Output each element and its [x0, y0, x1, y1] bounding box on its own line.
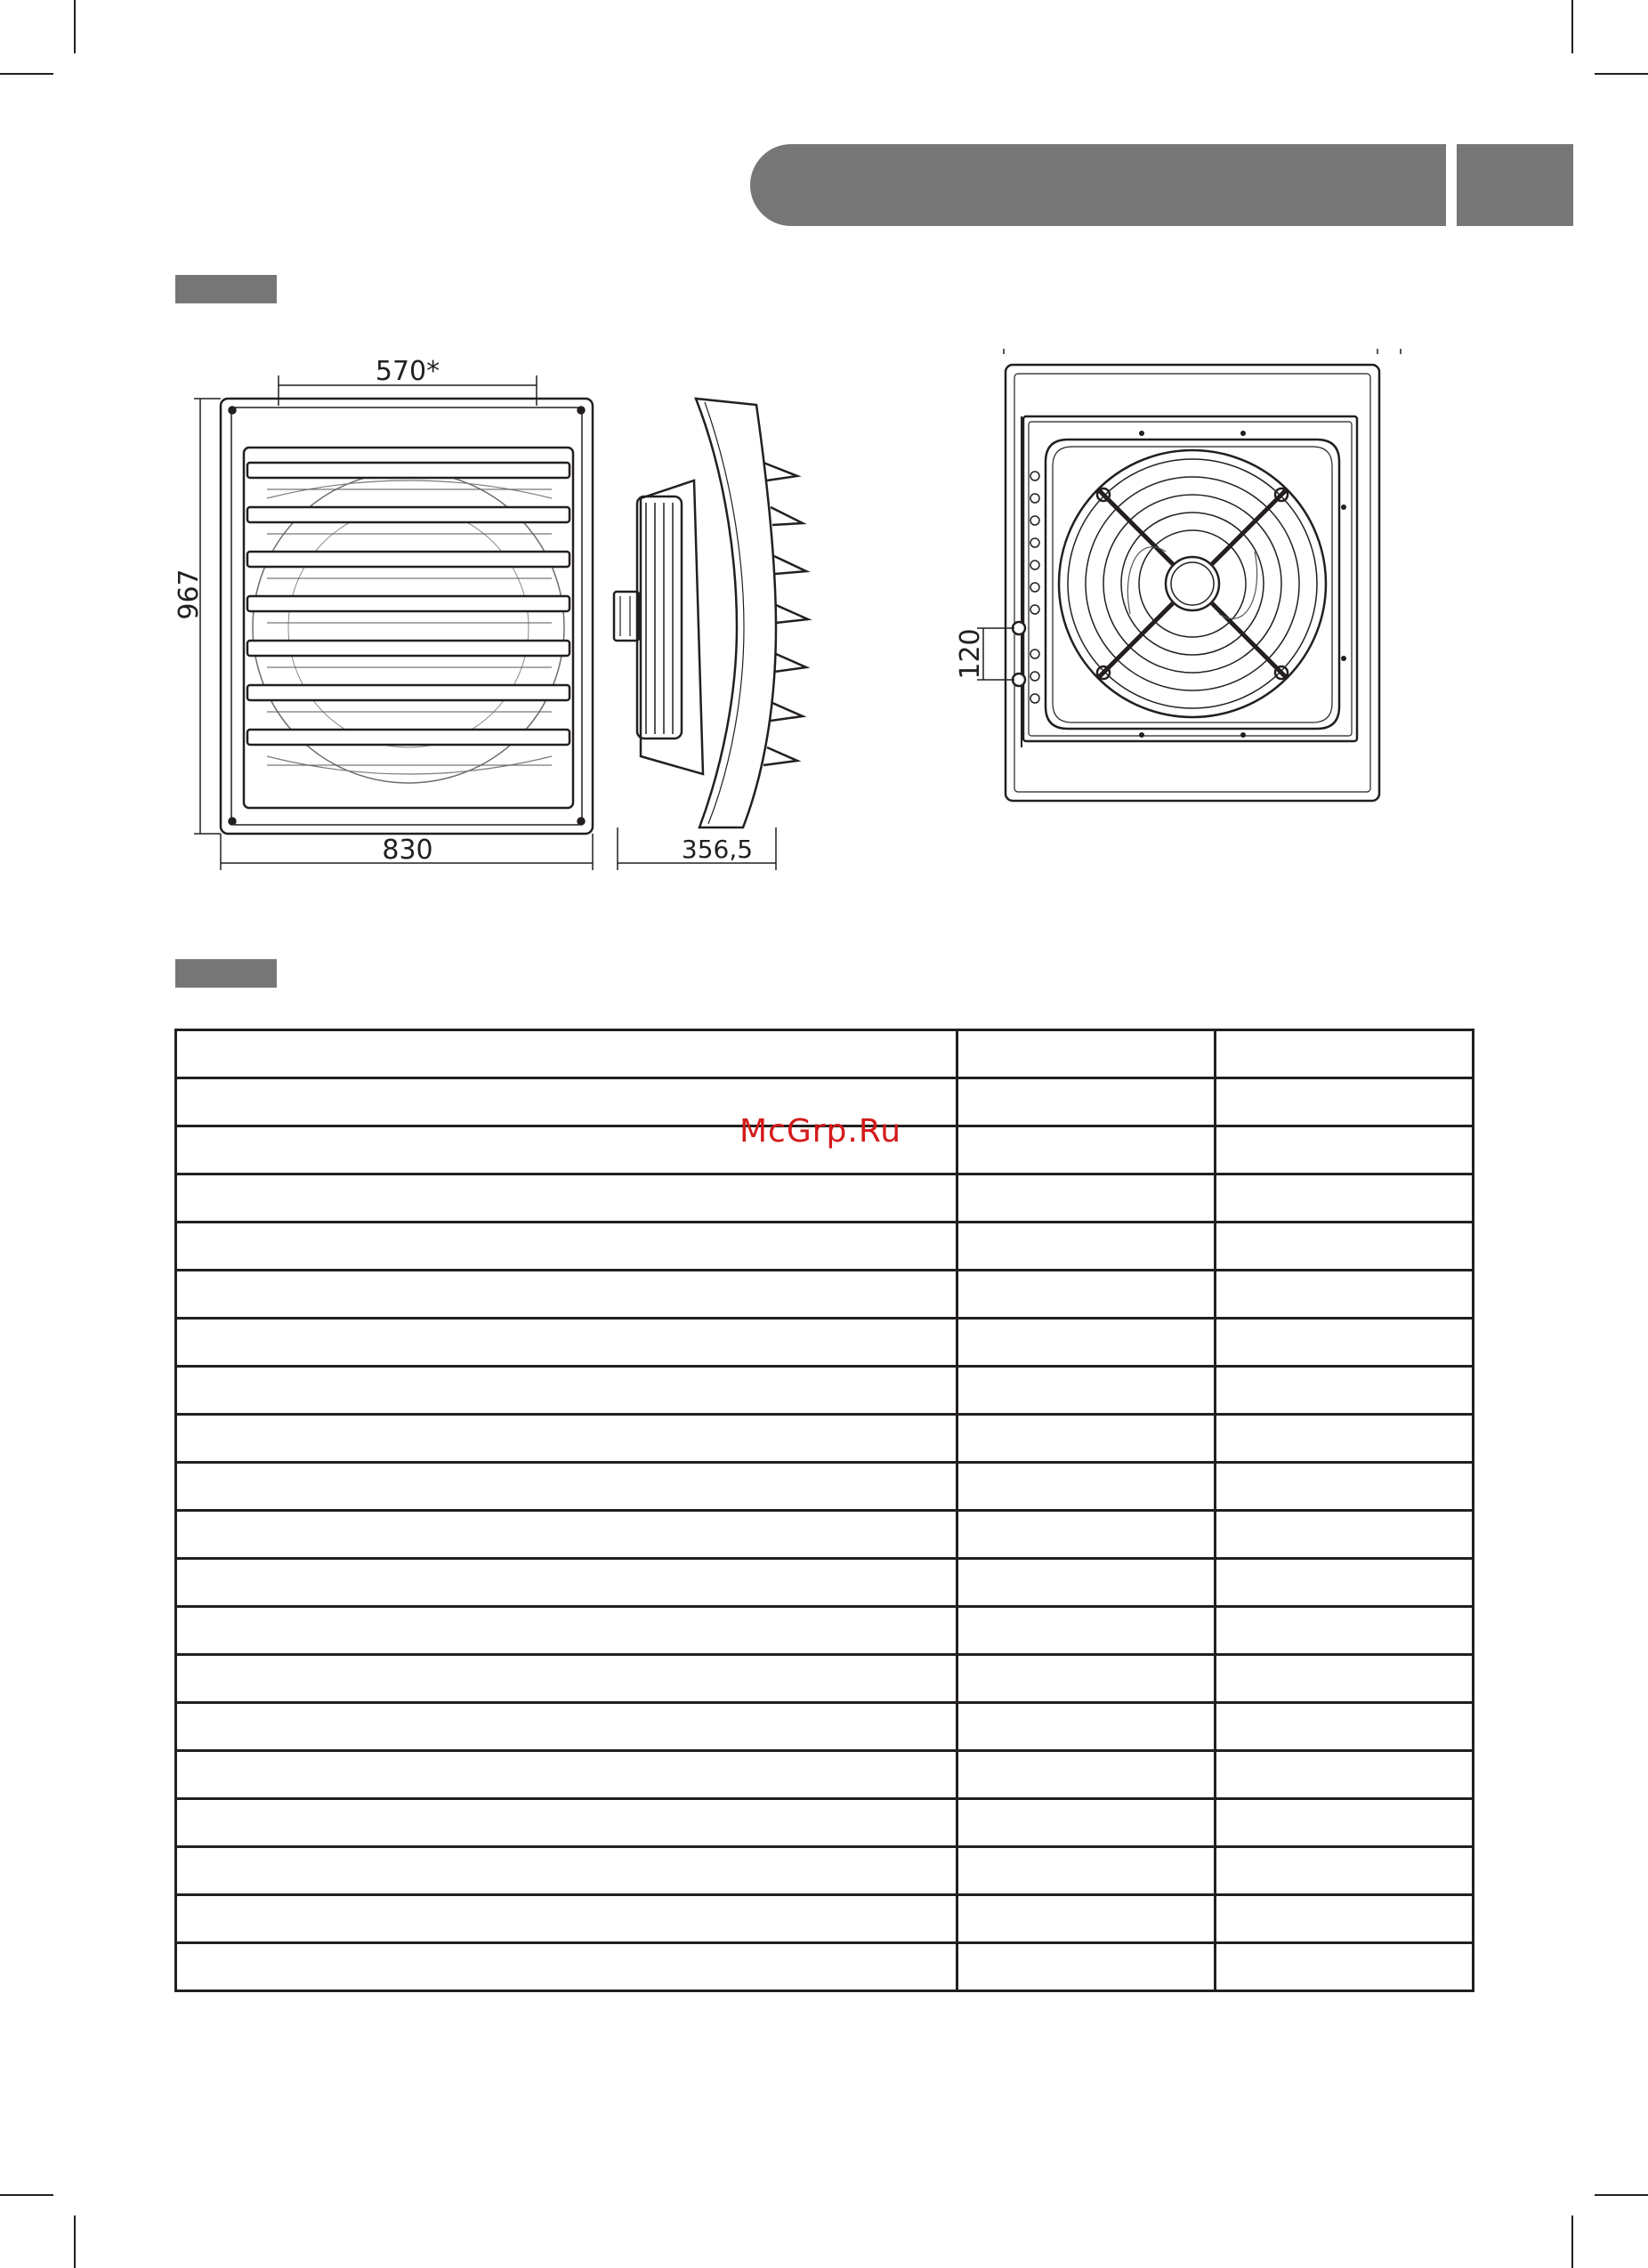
- crop-mark: [0, 2194, 53, 2196]
- table-cell: [1216, 1271, 1474, 1319]
- table-cell: [176, 1943, 957, 1991]
- front-view-louver-frame: [244, 448, 573, 808]
- rear-view-coil-frame: [1023, 416, 1357, 741]
- table-cell: [176, 1607, 957, 1655]
- table-cell: [957, 1415, 1216, 1463]
- table-row: [176, 1415, 1474, 1463]
- table-cell: [1216, 1847, 1474, 1895]
- table-row: [176, 1607, 1474, 1655]
- table-cell: [176, 1415, 957, 1463]
- table-cell: [176, 1511, 957, 1559]
- table-cell: [957, 1367, 1216, 1415]
- table-cell: [176, 1223, 957, 1271]
- table-cell: [957, 1655, 1216, 1703]
- table-row: [176, 1895, 1474, 1943]
- table-cell: [1216, 1511, 1474, 1559]
- watermark: McGrp.Ru: [739, 1113, 902, 1150]
- table-cell: [1216, 1895, 1474, 1943]
- table-row: [176, 1847, 1474, 1895]
- table-cell: [957, 1174, 1216, 1223]
- table-cell: [1216, 1607, 1474, 1655]
- dimension-570-label: 570*: [375, 356, 440, 387]
- table-cell: [957, 1511, 1216, 1559]
- table-cell: [176, 1271, 957, 1319]
- table-cell: [1216, 1174, 1474, 1223]
- dimension-830-label: 830: [382, 835, 433, 866]
- rear-view: [1006, 365, 1379, 801]
- table-row: [176, 1943, 1474, 1991]
- table-cell: [1216, 1799, 1474, 1847]
- table-row: [176, 1271, 1474, 1319]
- table-row: [176, 1511, 1474, 1559]
- side-view-fan-guard: [641, 480, 703, 774]
- table-cell: [1216, 1319, 1474, 1367]
- table-cell: [1216, 1559, 1474, 1607]
- crop-mark: [74, 2216, 76, 2268]
- table-cell: [1216, 1751, 1474, 1799]
- table-cell: [176, 1319, 957, 1367]
- table-row: [176, 1655, 1474, 1703]
- table-cell: [176, 1847, 957, 1895]
- crop-mark: [1571, 2216, 1573, 2268]
- table-cell: [176, 1895, 957, 1943]
- table-cell: [1216, 1078, 1474, 1126]
- table-cell: [176, 1174, 957, 1223]
- rear-view-fan-grille: [1059, 450, 1326, 717]
- table-row: [176, 1463, 1474, 1511]
- section-tag-specifications: [175, 959, 277, 988]
- table-row: [176, 1703, 1474, 1751]
- table-row: [176, 1751, 1474, 1799]
- table-cell: [176, 1030, 957, 1078]
- table-cell: [957, 1943, 1216, 1991]
- rear-view-coil-tubes: [1030, 472, 1039, 703]
- table-cell: [176, 1367, 957, 1415]
- table-row: [176, 1799, 1474, 1847]
- dimension-120-label: 120: [955, 628, 986, 680]
- table-cell: [176, 1751, 957, 1799]
- table-cell: [957, 1271, 1216, 1319]
- table-cell: [1216, 1943, 1474, 1991]
- table-cell: [957, 1030, 1216, 1078]
- front-view-louvers: [247, 463, 570, 745]
- table-cell: [1216, 1126, 1474, 1174]
- table-cell: [1216, 1703, 1474, 1751]
- table-cell: [957, 1751, 1216, 1799]
- table-cell: [957, 1126, 1216, 1174]
- table-row: [176, 1030, 1474, 1078]
- table-cell: [176, 1799, 957, 1847]
- rear-view-fan-plate: [1046, 440, 1339, 729]
- table-cell: [1216, 1030, 1474, 1078]
- table-cell: [957, 1319, 1216, 1367]
- table-cell: [176, 1703, 957, 1751]
- table-row: [176, 1319, 1474, 1367]
- table-row: [176, 1559, 1474, 1607]
- table-cell: [957, 1895, 1216, 1943]
- specifications-table: [174, 1029, 1474, 1992]
- technical-drawing: [0, 0, 1648, 925]
- table-cell: [1216, 1223, 1474, 1271]
- table-cell: [957, 1463, 1216, 1511]
- table-cell: [957, 1559, 1216, 1607]
- rear-view-dimensions: [977, 349, 1401, 680]
- table-cell: [957, 1847, 1216, 1895]
- table-cell: [957, 1607, 1216, 1655]
- table-cell: [1216, 1463, 1474, 1511]
- table-cell: [957, 1078, 1216, 1126]
- table-cell: [957, 1703, 1216, 1751]
- front-view: [221, 399, 593, 834]
- table-cell: [1216, 1415, 1474, 1463]
- table-cell: [957, 1223, 1216, 1271]
- crop-mark: [1595, 2194, 1648, 2196]
- table-cell: [957, 1799, 1216, 1847]
- side-view-motor-hub: [614, 592, 639, 641]
- table-cell: [1216, 1367, 1474, 1415]
- table-row: [176, 1174, 1474, 1223]
- dimension-967-label: 967: [174, 569, 205, 620]
- rear-view-outlet-connection: [1013, 674, 1025, 686]
- table-row: [176, 1367, 1474, 1415]
- table-cell: [176, 1463, 957, 1511]
- table-cell: [176, 1559, 957, 1607]
- table-row: [176, 1223, 1474, 1271]
- side-view: [614, 399, 808, 827]
- table-cell: [1216, 1655, 1474, 1703]
- rear-view-inlet-connection: [1013, 622, 1025, 634]
- dimension-356-5-label: 356,5: [681, 835, 754, 864]
- table-cell: [176, 1655, 957, 1703]
